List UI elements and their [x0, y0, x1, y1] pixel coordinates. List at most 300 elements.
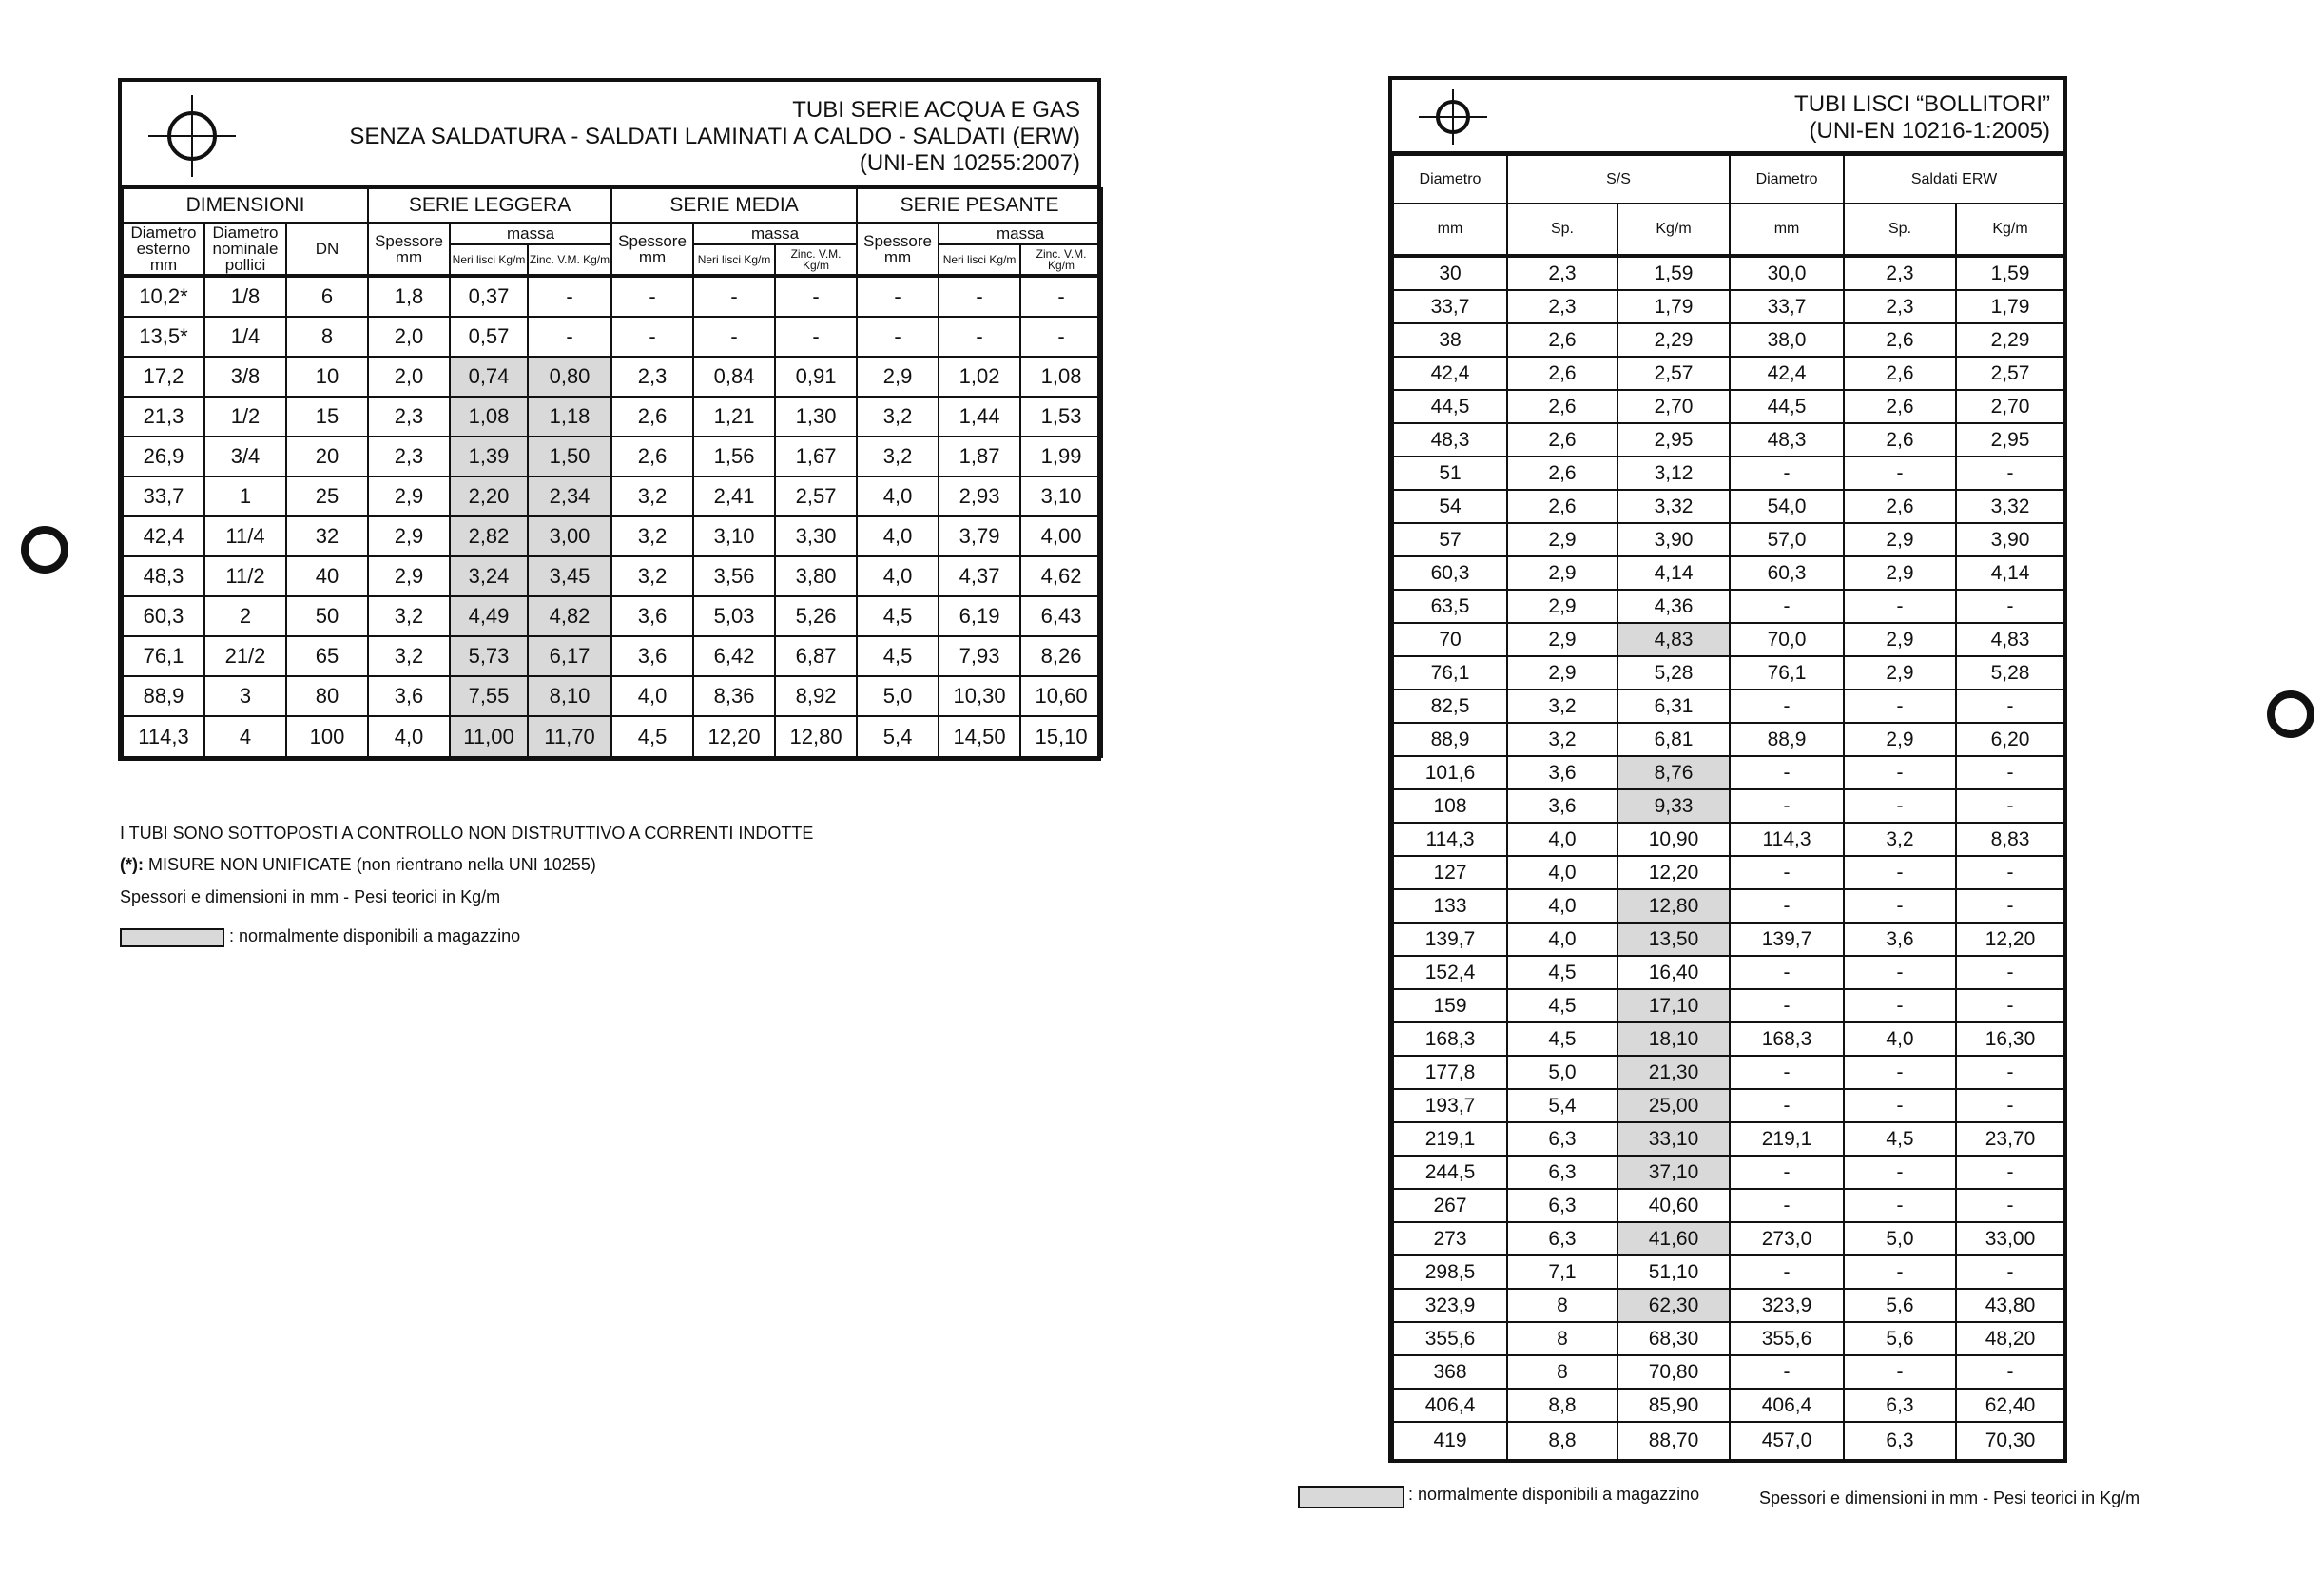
- note-misure: [120, 855, 596, 875]
- table-cell: 4,14: [1956, 556, 2064, 590]
- table-cell: -: [939, 276, 1020, 317]
- table-cell: 323,9: [1730, 1289, 1844, 1322]
- table-cell: -: [1844, 1255, 1956, 1289]
- table-cell: 62,40: [1956, 1389, 2064, 1422]
- table-cell: -: [1956, 590, 2064, 623]
- table-row: [1393, 1156, 2064, 1189]
- table-cell: 3,32: [1617, 490, 1730, 523]
- table-cell: 2,9: [1844, 623, 1956, 656]
- col-header-dn: DN: [286, 223, 368, 276]
- table-cell: 3,10: [693, 516, 775, 556]
- table-cell: 33,10: [1617, 1122, 1730, 1156]
- table-cell: 3,6: [1844, 923, 1956, 956]
- table-cell: 6,43: [1020, 596, 1102, 636]
- table-cell: 2,0: [368, 357, 450, 397]
- table-cell: 65: [286, 636, 368, 676]
- table-cell: 4,5: [1507, 989, 1617, 1022]
- table-cell: -: [1956, 889, 2064, 923]
- table-cell: 3,6: [1507, 789, 1617, 823]
- table-cell: 5,28: [1956, 656, 2064, 690]
- table-cell: 8,8: [1507, 1422, 1617, 1460]
- table-cell: -: [1956, 1089, 2064, 1122]
- table-cell: 17,2: [123, 357, 204, 397]
- table-cell: -: [1956, 1355, 2064, 1389]
- table-cell: 8,36: [693, 676, 775, 716]
- table-row: [1393, 889, 2064, 923]
- table-cell: -: [1844, 690, 1956, 723]
- table-cell: 4,0: [1507, 823, 1617, 856]
- table-cell: -: [1844, 956, 1956, 989]
- table-cell: 1: [204, 476, 286, 516]
- col-header-spessore-media: Spessore mm: [611, 223, 693, 276]
- table-cell: -: [1730, 1255, 1844, 1289]
- table-cell: 4,5: [1507, 956, 1617, 989]
- table-cell: 17,10: [1617, 989, 1730, 1022]
- table-row: [1393, 989, 2064, 1022]
- table-row: [1393, 856, 2064, 889]
- table-cell: -: [1844, 1189, 1956, 1222]
- table-cell: -: [857, 317, 939, 357]
- table-cell: 2,3: [1844, 290, 1956, 323]
- table-cell: 40,60: [1617, 1189, 1730, 1222]
- table-cell: 3,79: [939, 516, 1020, 556]
- col-header-kgm-ss: Kg/m: [1617, 204, 1730, 256]
- col-header-diam-nominale: Diametro nominale pollici: [204, 223, 286, 276]
- table-cell: 4,0: [1507, 923, 1617, 956]
- binder-hole-left: [21, 526, 68, 574]
- table-row: [1393, 1222, 2064, 1255]
- table-cell: 3: [204, 676, 286, 716]
- table-cell: 11,70: [528, 716, 611, 757]
- table-cell: 1,67: [775, 437, 857, 476]
- table-cell: 16,30: [1956, 1022, 2064, 1056]
- table-cell: -: [693, 276, 775, 317]
- table-cell: 13,50: [1617, 923, 1730, 956]
- table-cell: 8: [286, 317, 368, 357]
- table-cell: 4,00: [1020, 516, 1102, 556]
- table-row: [1393, 1289, 2064, 1322]
- table-cell: 3,2: [368, 596, 450, 636]
- table-cell: 219,1: [1393, 1122, 1507, 1156]
- table-cell: 3,2: [1507, 723, 1617, 756]
- table-row: [123, 516, 1102, 556]
- crosshair-icon: [146, 93, 238, 179]
- table-cell: 6,3: [1507, 1189, 1617, 1222]
- table-cell: 6,3: [1844, 1422, 1956, 1460]
- table-cell: 12,20: [693, 716, 775, 757]
- table-row: [1393, 1322, 2064, 1355]
- table-row: [1393, 823, 2064, 856]
- table-cell: 1,59: [1956, 256, 2064, 290]
- table-cell: 2,6: [611, 437, 693, 476]
- table-cell: 4,0: [368, 716, 450, 757]
- table-cell: -: [1730, 590, 1844, 623]
- table-cell: 48,20: [1956, 1322, 2064, 1355]
- table-row: [123, 437, 1102, 476]
- table-cell: 1,44: [939, 397, 1020, 437]
- table-cell: 33,7: [1730, 290, 1844, 323]
- table-row: [1393, 956, 2064, 989]
- table-row: [123, 317, 1102, 357]
- table-cell: 23,70: [1956, 1122, 2064, 1156]
- table-row: [1393, 623, 2064, 656]
- table-cell: 4: [204, 716, 286, 757]
- table-cell: -: [1956, 756, 2064, 789]
- table-cell: 15: [286, 397, 368, 437]
- table-row: [123, 357, 1102, 397]
- table-cell: 5,03: [693, 596, 775, 636]
- table-cell: 6,20: [1956, 723, 2064, 756]
- table-cell: 177,8: [1393, 1056, 1507, 1089]
- table-cell: -: [1844, 789, 1956, 823]
- table-cell: -: [693, 317, 775, 357]
- table-cell: 2,9: [1507, 556, 1617, 590]
- table-cell: -: [1844, 1156, 1956, 1189]
- table-row: [1393, 323, 2064, 357]
- table-cell: 419: [1393, 1422, 1507, 1460]
- table-cell: 10,60: [1020, 676, 1102, 716]
- table-cell: 2,82: [450, 516, 528, 556]
- table-cell: 2,57: [1956, 357, 2064, 390]
- table-cell: 0,74: [450, 357, 528, 397]
- table-cell: 6,87: [775, 636, 857, 676]
- table-cell: 3/8: [204, 357, 286, 397]
- table-cell: -: [1956, 956, 2064, 989]
- table-cell: -: [1956, 1189, 2064, 1222]
- table-cell: 1,18: [528, 397, 611, 437]
- table-cell: -: [1956, 1056, 2064, 1089]
- table-cell: -: [1844, 1355, 1956, 1389]
- table-cell: 8: [1507, 1355, 1617, 1389]
- table-cell: 32: [286, 516, 368, 556]
- col-header-sp-ss: Sp.: [1507, 204, 1617, 256]
- table-cell: 368: [1393, 1355, 1507, 1389]
- table-cell: 168,3: [1393, 1022, 1507, 1056]
- left-table-header: [122, 82, 1097, 187]
- table-cell: 2,6: [1844, 490, 1956, 523]
- table-cell: 38: [1393, 323, 1507, 357]
- table-cell: 8,92: [775, 676, 857, 716]
- table-cell: -: [1956, 1156, 2064, 1189]
- table-cell: 3,90: [1617, 523, 1730, 556]
- table-cell: 5,6: [1844, 1322, 1956, 1355]
- table-cell: 42,4: [1730, 357, 1844, 390]
- table-cell: 6,3: [1507, 1222, 1617, 1255]
- legend-swatch-right: [1298, 1486, 1404, 1508]
- table-cell: 0,84: [693, 357, 775, 397]
- table-cell: 3,2: [1844, 823, 1956, 856]
- table-cell: 2,70: [1617, 390, 1730, 423]
- table-cell: 2,3: [368, 397, 450, 437]
- table-cell: 85,90: [1617, 1389, 1730, 1422]
- table-row: [123, 676, 1102, 716]
- table-row: [123, 636, 1102, 676]
- table-cell: 114,3: [123, 716, 204, 757]
- table-cell: 4,0: [857, 516, 939, 556]
- table-cell: 11/2: [204, 556, 286, 596]
- table-cell: 8,83: [1956, 823, 2064, 856]
- table-cell: -: [1730, 756, 1844, 789]
- table-cell: -: [611, 317, 693, 357]
- group-header-serie-leggera: SERIE LEGGERA: [368, 188, 611, 223]
- table-cell: -: [1730, 956, 1844, 989]
- table-cell: 76,1: [1730, 656, 1844, 690]
- table-cell: 133: [1393, 889, 1507, 923]
- table-cell: 10: [286, 357, 368, 397]
- table-cell: 12,80: [1617, 889, 1730, 923]
- table-cell: 3,00: [528, 516, 611, 556]
- col-header-zinc-leggera: Zinc. V.M. Kg/m: [528, 244, 611, 276]
- table-cell: 82,5: [1393, 690, 1507, 723]
- table-cell: 2,6: [1844, 357, 1956, 390]
- table-cell: 3,24: [450, 556, 528, 596]
- table-cell: 10,30: [939, 676, 1020, 716]
- table-row: [123, 276, 1102, 317]
- table-cell: 8: [1507, 1289, 1617, 1322]
- table-cell: 4,0: [1507, 856, 1617, 889]
- table-cell: -: [1844, 889, 1956, 923]
- table-cell: 2,6: [1507, 390, 1617, 423]
- table-cell: 63,5: [1393, 590, 1507, 623]
- table-cell: 2,9: [1844, 556, 1956, 590]
- table-row: [1393, 1389, 2064, 1422]
- col-header-kgm-erw: Kg/m: [1956, 204, 2064, 256]
- table-cell: 21/2: [204, 636, 286, 676]
- table-cell: 6,19: [939, 596, 1020, 636]
- table-cell: -: [611, 276, 693, 317]
- table-cell: 88,70: [1617, 1422, 1730, 1460]
- table-cell: 57,0: [1730, 523, 1844, 556]
- table-cell: 4,0: [857, 476, 939, 516]
- table-cell: 4,0: [611, 676, 693, 716]
- table-cell: 62,30: [1617, 1289, 1730, 1322]
- table-cell: 0,57: [450, 317, 528, 357]
- table-cell: 60,3: [1393, 556, 1507, 590]
- col-header-spessore-leggera: Spessore mm: [368, 223, 450, 276]
- table-row: [1393, 1355, 2064, 1389]
- table-cell: -: [1956, 457, 2064, 490]
- table-cell: 2,6: [1507, 457, 1617, 490]
- note-units-right: Spessori e dimensioni in mm - Pesi teorici in Kg/m: [1759, 1488, 2140, 1507]
- table-cell: 2,57: [775, 476, 857, 516]
- table-cell: 2,3: [1844, 256, 1956, 290]
- table-row: [123, 397, 1102, 437]
- right-data-grid: [1392, 154, 2065, 1461]
- table-row: [1393, 1189, 2064, 1222]
- table-cell: 4,5: [857, 636, 939, 676]
- table-cell: 1/2: [204, 397, 286, 437]
- table-row: [1393, 390, 2064, 423]
- table-cell: 2,70: [1956, 390, 2064, 423]
- table-cell: 44,5: [1730, 390, 1844, 423]
- table-cell: 10,2*: [123, 276, 204, 317]
- table-cell: -: [1020, 276, 1102, 317]
- table-cell: 2,95: [1956, 423, 2064, 457]
- table-cell: 2,93: [939, 476, 1020, 516]
- table-cell: -: [1844, 590, 1956, 623]
- left-pipe-table: [118, 78, 1101, 761]
- col-header-saldati-erw: Saldati ERW: [1844, 155, 2064, 204]
- table-cell: 6: [286, 276, 368, 317]
- table-cell: -: [1730, 1089, 1844, 1122]
- table-cell: 37,10: [1617, 1156, 1730, 1189]
- table-cell: 21,3: [123, 397, 204, 437]
- table-cell: 4,82: [528, 596, 611, 636]
- table-cell: -: [1844, 1056, 1956, 1089]
- table-cell: 1,53: [1020, 397, 1102, 437]
- table-cell: 2,6: [1844, 390, 1956, 423]
- col-header-zinc-pesante: Zinc. V.M. Kg/m: [1020, 244, 1102, 276]
- table-cell: 2,6: [1844, 323, 1956, 357]
- table-cell: 3,45: [528, 556, 611, 596]
- table-cell: 168,3: [1730, 1022, 1844, 1056]
- table-cell: 10,90: [1617, 823, 1730, 856]
- table-cell: 6,31: [1617, 690, 1730, 723]
- table-cell: 2,6: [1507, 423, 1617, 457]
- table-row: [1393, 523, 2064, 556]
- legend-text-right: : normalmente disponibili a magazzino: [1408, 1485, 1700, 1504]
- table-cell: 101,6: [1393, 756, 1507, 789]
- table-cell: 1,79: [1617, 290, 1730, 323]
- table-cell: 2,9: [368, 516, 450, 556]
- table-row: [1393, 1089, 2064, 1122]
- note-controllo: I TUBI SONO SOTTOPOSTI A CONTROLLO NON DISTRUTTIVO A CORRENTI INDOTTE: [120, 824, 814, 843]
- table-cell: 4,0: [1844, 1022, 1956, 1056]
- table-cell: -: [1956, 856, 2064, 889]
- table-cell: 40: [286, 556, 368, 596]
- table-cell: 2,9: [1507, 623, 1617, 656]
- table-cell: 3,2: [611, 556, 693, 596]
- table-cell: 3,6: [1507, 756, 1617, 789]
- table-cell: -: [775, 276, 857, 317]
- table-cell: 127: [1393, 856, 1507, 889]
- table-cell: 21,30: [1617, 1056, 1730, 1089]
- table-cell: 1,30: [775, 397, 857, 437]
- table-cell: 3,2: [857, 437, 939, 476]
- table-cell: 6,3: [1507, 1156, 1617, 1189]
- table-cell: 30,0: [1730, 256, 1844, 290]
- table-cell: 2,3: [1507, 256, 1617, 290]
- table-cell: 76,1: [123, 636, 204, 676]
- table-cell: 457,0: [1730, 1422, 1844, 1460]
- table-cell: 8: [1507, 1322, 1617, 1355]
- table-cell: 2,6: [1844, 423, 1956, 457]
- table-cell: 3,56: [693, 556, 775, 596]
- table-row: [1393, 590, 2064, 623]
- table-cell: 44,5: [1393, 390, 1507, 423]
- table-cell: 3,2: [368, 636, 450, 676]
- table-cell: 2,29: [1956, 323, 2064, 357]
- table-cell: 54: [1393, 490, 1507, 523]
- table-cell: 152,4: [1393, 956, 1507, 989]
- table-cell: 2,9: [1844, 723, 1956, 756]
- table-cell: 4,5: [1844, 1122, 1956, 1156]
- table-cell: 6,81: [1617, 723, 1730, 756]
- table-cell: 298,5: [1393, 1255, 1507, 1289]
- table-cell: 3,10: [1020, 476, 1102, 516]
- table-cell: 2,41: [693, 476, 775, 516]
- left-table-title: [349, 97, 1080, 177]
- table-row: [123, 476, 1102, 516]
- right-title-line-2: (UNI-EN 10216-1:2005): [1809, 118, 2050, 144]
- table-cell: 12,20: [1956, 923, 2064, 956]
- table-cell: 2,20: [450, 476, 528, 516]
- table-cell: -: [1956, 690, 2064, 723]
- table-cell: 159: [1393, 989, 1507, 1022]
- table-row: [1393, 756, 2064, 789]
- table-cell: 5,28: [1617, 656, 1730, 690]
- crosshair-icon: [1417, 88, 1489, 146]
- col-header-neri-pesante: Neri lisci Kg/m: [939, 244, 1020, 276]
- table-cell: 193,7: [1393, 1089, 1507, 1122]
- table-cell: 3,2: [857, 397, 939, 437]
- right-title-line-1: TUBI LISCI “BOLLITORI”: [1794, 91, 2050, 117]
- col-header-diam-esterno: Diametro esterno mm: [123, 223, 204, 276]
- table-cell: 60,3: [123, 596, 204, 636]
- table-cell: 3,6: [368, 676, 450, 716]
- table-cell: 14,50: [939, 716, 1020, 757]
- col-header-mm-erw: mm: [1730, 204, 1844, 256]
- binder-hole-right: [2267, 690, 2314, 738]
- table-cell: 2,3: [611, 357, 693, 397]
- table-cell: 1,87: [939, 437, 1020, 476]
- table-cell: 5,73: [450, 636, 528, 676]
- table-cell: 5,4: [1507, 1089, 1617, 1122]
- table-cell: 54,0: [1730, 490, 1844, 523]
- table-cell: 48,3: [1393, 423, 1507, 457]
- table-cell: 100: [286, 716, 368, 757]
- table-row: [123, 596, 1102, 636]
- table-cell: 6,3: [1844, 1389, 1956, 1422]
- table-cell: 2,0: [368, 317, 450, 357]
- table-cell: 355,6: [1393, 1322, 1507, 1355]
- table-cell: 2,57: [1617, 357, 1730, 390]
- col-header-massa-media: massa: [693, 223, 857, 244]
- table-cell: 5,0: [1507, 1056, 1617, 1089]
- table-cell: 33,7: [123, 476, 204, 516]
- table-cell: 4,62: [1020, 556, 1102, 596]
- table-cell: 2,9: [368, 556, 450, 596]
- table-cell: 4,0: [1507, 889, 1617, 923]
- note-units-left: Spessori e dimensioni in mm - Pesi teorici in Kg/m: [120, 887, 501, 906]
- table-cell: 3,12: [1617, 457, 1730, 490]
- table-cell: 1/8: [204, 276, 286, 317]
- table-cell: 2,6: [611, 397, 693, 437]
- table-cell: -: [1730, 1355, 1844, 1389]
- table-cell: 13,5*: [123, 317, 204, 357]
- table-row: [1393, 357, 2064, 390]
- table-cell: -: [1730, 690, 1844, 723]
- table-cell: 1,08: [1020, 357, 1102, 397]
- col-header-zinc-media: Zinc. V.M. Kg/m: [775, 244, 857, 276]
- table-cell: 8,10: [528, 676, 611, 716]
- table-cell: 68,30: [1617, 1322, 1730, 1355]
- table-cell: 4,5: [611, 716, 693, 757]
- table-cell: 4,0: [857, 556, 939, 596]
- left-title-line-1: TUBI SERIE ACQUA E GAS: [792, 97, 1080, 123]
- table-cell: 4,36: [1617, 590, 1730, 623]
- col-header-massa-leggera: massa: [450, 223, 611, 244]
- table-cell: 1,8: [368, 276, 450, 317]
- left-title-line-3: (UNI-EN 10255:2007): [859, 150, 1080, 176]
- table-cell: -: [1730, 989, 1844, 1022]
- table-cell: 1,79: [1956, 290, 2064, 323]
- table-cell: 33,7: [1393, 290, 1507, 323]
- table-cell: 16,40: [1617, 956, 1730, 989]
- left-title-line-2: SENZA SALDATURA - SALDATI LAMINATI A CALDO - SALDATI (ERW): [349, 124, 1080, 149]
- table-cell: 8,8: [1507, 1389, 1617, 1422]
- table-cell: 1,59: [1617, 256, 1730, 290]
